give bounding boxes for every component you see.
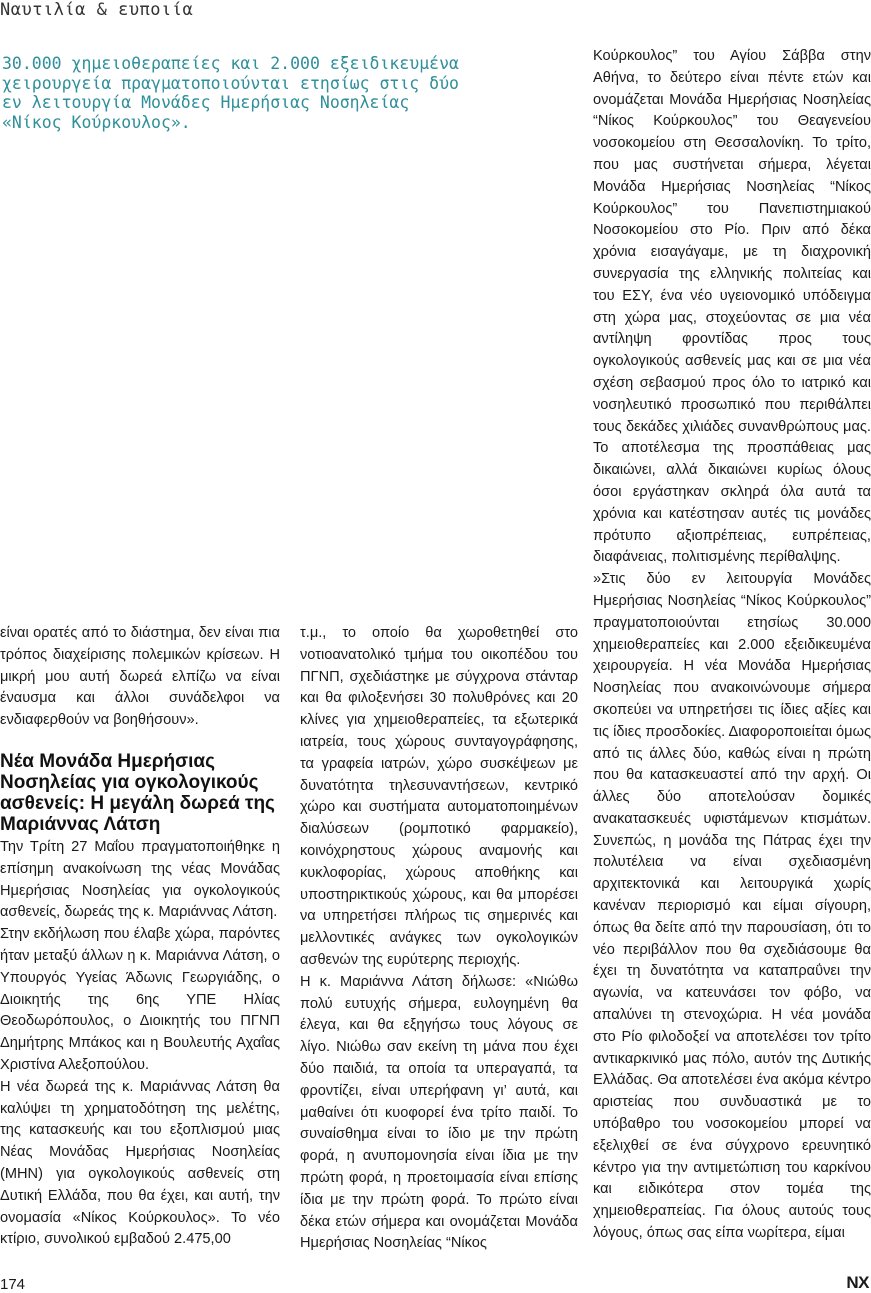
section-label: Ναυτιλία & ευποιία xyxy=(0,0,194,20)
magazine-logo: NX xyxy=(846,1273,869,1292)
paragraph: είναι ορατές από το διάστημα, δεν είναι πια τρόπος διαχείρισης πολεμικών κρίσεων. Η μικρή μου αυτή δωρεά ελπίζω να είναι έναυσμα και άλλοι συνάδελφοι να ενδιαφερθούν να βοηθήσουν». xyxy=(0,625,280,729)
paragraph: Η κ. Μαριάννα Λάτση δήλωσε: «Νιώθω πολύ ευτυχής σήμερα, ευλογημένη θα έλεγα, και θα εξηγήσω τους λόγους σε λίγο. Νιώθω σαν εκείνη τη μάνα που έχει δύο παιδιά, τα οποία τα υπεραγαπά, τα φροντίζει, είναι υπερήφανη γι’ αυτά, και μαθαίνει ότι κυοφορεί ένα τρίτο παιδί. Το συναίσθημα είναι το ίδιο με την πρώτη φορά, η ανυπομονησία είναι ίδια με την πρώτη φορά, η προετοιμασία είναι επίσης ίδια με την πρώτη φορά. Το πρώτο είναι δέκα ετών σήμερα και ονομάζεται Μονάδα Ημερήσιας Νοσηλείας “Νίκος xyxy=(300,973,578,1252)
article-column-3 xyxy=(593,46,871,1245)
article-column-2 xyxy=(300,623,578,1255)
page-number: 174 xyxy=(0,1276,26,1293)
paragraph: Στην εκδήλωση που έλαβε χώρα, παρόντες ήταν μεταξύ άλλων η κ. Μαριάννα Λάτση, ο Υπουργός Υγείας Άδωνις Γεωργιάδης, ο Διοικητής της 6ης ΥΠΕ Ηλίας Θεοδωρόπουλος, ο Διοικητής του ΠΓΝΠ Δημήτρης Μπάκος και η Βουλευτής Αχαΐας Χριστίνα Αλεξοπούλου. xyxy=(0,926,280,1073)
section-heading: Νέα Μονάδα Ημερήσιας Νοσηλείας για ογκολογικούς ασθενείς: Η μεγάλη δωρεά της Μαριάννας Λάτση xyxy=(0,750,275,835)
paragraph: Κούρκουλος” του Αγίου Σάββα στην Αθήνα, το δεύτερο είναι πέντε ετών και ονομάζεται Μονάδα Ημερήσιας Νοσηλείας “Νίκος Κούρκουλος” του Θεαγενείου νοσοκομείου στη Θεσσαλονίκη. Το τρίτο, που μας συστήνεται σήμερα, λέγεται Μονάδα Ημερήσιας Νοσηλείας “Νίκος Κούρκουλος” του Πανεπιστημιακού Νοσοκομείου στο Ρίο. Πριν από δέκα χρόνια εισαγάγαμε, με τη διαχρονική συνεργασία της ελληνικής πολιτείας και του ΕΣΥ, ένα νέο υγειονομικό υπόδειγμα στη χώρα μας, στοχεύοντας σε μια νέα αντίληψη φροντίδας προς τους ογκολογικούς ασθενείς μας και σε μια νέα σχέση σεβασμού προς όλο το ιατρικό και νοσηλευτικό προσωπικό που περιθάλπει τους δεκάδες χιλιάδες συνανθρώπους μας. Το αποτέλεσμα της προσπάθειας μας δικαιώνει, αλλά δικαιώνει κυρίως όλους όσοι εργάστηκαν σκληρά όλα αυτά τα χρόνια και κατέστησαν αυτές τις μονάδες πρότυπο αξιοπρέπειας, ευπρέπειας, διαφάνειας, πολιτισμένης περίθαλψης. xyxy=(593,48,871,566)
paragraph: Την Τρίτη 27 Μαΐου πραγματοποιήθηκε η επίσημη ανακοίνωση της νέας Μονάδας Ημερήσιας Νοσηλείας για ογκολογικούς ασθενείς, δωρεάς της κ. Μαριάννας Λάτση. xyxy=(0,838,280,921)
paragraph: τ.μ., το οποίο θα χωροθετηθεί στο νοτιοανατολικό τμήμα του οικοπέδου του ΠΓΝΠ, σχεδιάστηκε με σύγχρονα στάνταρ και θα φιλοξενήσει 30 πολυθρόνες και 20 κλίνες για χημειοθεραπείες, τα εξωτερικά ιατρεία, τους χώρους συνταγογράφησης, τα γραφεία ιατρών, χώρο συσκέψεων με δυνατότητα τηλεσυναντήσεων, κεντρικό χώρο και συστήματα αυτοματοποιημένων διαλύσεων (ρομποτικό φαρμακείο), κοινόχρηστους χώρους αναμονής και κυκλοφορίας, χώρους αποθήκης και υποστηρικτικούς χώρους, και θα μπορέσει να υπηρετήσει πλήρως τις σημερινές και μελλοντικές ανάγκες των ογκολογικών ασθενών της ευρύτερης περιοχής. xyxy=(300,625,578,968)
article-column-1 xyxy=(0,623,280,1251)
paragraph: Η νέα δωρεά της κ. Μαριάννας Λάτση θα καλύψει τη χρηματοδότηση της μελέτης, της κατασκευής και του εξοπλισμού μιας Νέας Μονάδας Ημερήσιας Νοσηλείας (ΜΗΝ) για ογκολογικούς ασθενείς στη Δυτική Ελλάδα, που θα έχει, και αυτή, την ονομασία «Νίκος Κούρκουλος». Το νέο κτίριο, συνολικού εμβαδού 2.475,00 xyxy=(0,1078,280,1248)
pull-quote: 30.000 χημειοθεραπείες και 2.000 εξειδικευμένα χειρουργεία πραγματοποιούνται ετησίως στις δύο εν λειτουργία Μονάδες Ημερήσιας Νοσηλείας «Νίκος Κούρκουλος». xyxy=(2,54,459,132)
paragraph: »Στις δύο εν λειτουργία Μονάδες Ημερήσιας Νοσηλείας “Νίκος Κούρκουλος” πραγματοποιούνται ετησίως 30.000 χημειοθεραπείες και 2.000 εξειδικευμένα χειρουργεία. Η νέα Μονάδα Ημερήσιας Νοσηλείας που ανακοινώνουμε σήμερα σκοπεύει να υπηρετήσει τις ίδιες αξίες και τις ίδιες προσδοκίες. Διαφοροποιείται όμως από τις άλλες δύο, καθώς είναι η πρώτη που θα κατασκευαστεί από την αρχή. Οι άλλες δύο αποτελούσαν δομικές ανακατασκευές υφιστάμενων κτισμάτων. Συνεπώς, η μονάδα της Πάτρας έχει την πολυτέλεια να είναι σχεδιασμένη αρχιτεκτονικά και λειτουργικά χωρίς κανέναν περιορισμό και είμαι σίγουρη, όπως θα δείτε από την παρουσίαση, ότι το νέο περιβάλλον που θα σχεδιάσουμε θα έχει τη δυνατότητα να καταπραΰνει την αγωνία, να κατευνάσει τον φόβο, να απαλύνει τη στενοχώρια. Η νέα μονάδα στο Ρίο φιλοδοξεί να αποτελέσει τον τρίτο αντικαρκινικό μας πόλο, αυτόν της Δυτικής Ελλάδας. Θα αποτελέσει ένα ακόμα κέντρο αριστείας που συνδυαστικά με το υπόβαθρο του νοσοκομείου μπορεί να εξελιχθεί σε ένα σύγχρονο ερευνητικό κέντρο για την αντιμετώπιση του καρκίνου και ειδικότερα στον τομέα της χημειοθεραπείας. Για όλους αυτούς τους λόγους, όπως σας είπα νωρίτερα, είμαι xyxy=(593,571,871,1242)
